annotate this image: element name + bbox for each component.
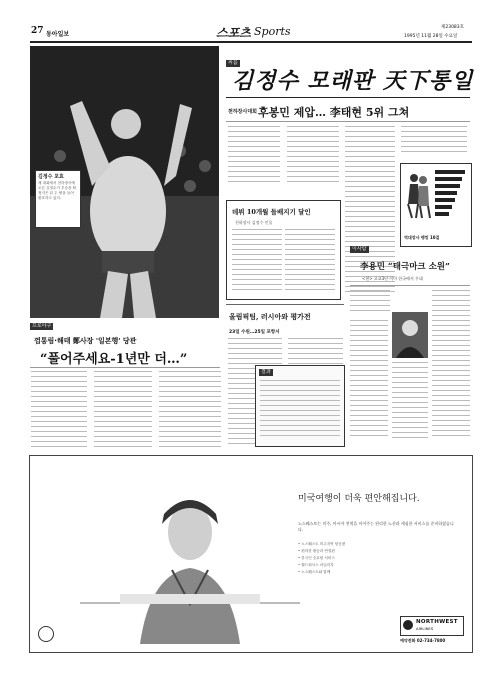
photo-caption-box	[35, 170, 81, 228]
box-story-body	[232, 229, 282, 295]
ad-bullet: • 노스웨스트 미주지역 항공편	[298, 542, 346, 546]
issue-number: 제23083호	[441, 25, 465, 30]
lead-body-col-2	[287, 126, 339, 186]
masthead-rule	[30, 41, 472, 43]
portrait-illustration	[392, 312, 428, 358]
page-number: 27	[31, 26, 44, 36]
baseball-body-col-3	[159, 371, 221, 451]
lead-body-col-4	[401, 126, 467, 156]
olympic-lead: 23일 수원…25일 포항서	[229, 330, 280, 335]
baseball-subtitle: 껌통림·해태 鄭사장 '일본행' 당관	[34, 337, 137, 345]
results-box	[255, 365, 345, 447]
lead-sub-rule	[226, 121, 470, 122]
ad-bullet: • 월드퍼크스 마일리지	[298, 563, 334, 567]
wrestlers-icon	[404, 170, 432, 220]
results-list	[260, 380, 340, 442]
photo-caption-title: 김정수 포효	[38, 174, 64, 180]
lead-section-tag: 씨름	[228, 60, 238, 66]
ad-phone: 예약전화 02-734-7800	[400, 638, 446, 643]
ad-headline: 미국여행이 더욱 편안해집니다.	[298, 494, 420, 504]
lead-body-col-3	[345, 126, 395, 298]
ad-logo	[400, 616, 464, 636]
baseball-body-col-1	[31, 371, 87, 451]
newspaper-name: 동아일보	[46, 31, 70, 38]
ad-bullet: • 노스웨스트와 함께	[298, 570, 331, 574]
section-title-english: Sports	[254, 25, 291, 38]
box-story-body-2	[285, 229, 335, 295]
interview-body-col-1	[350, 290, 390, 316]
box-story-headline: 데뷔 10개월 들배지기 달인	[232, 208, 311, 216]
ad-logo-mark	[403, 620, 413, 630]
baseball-headline: “풀어주세요-1년만 더…”	[40, 352, 188, 367]
olympic-headline: 올림픽팀, 러시아와 평가전	[229, 312, 311, 321]
stats-box	[400, 163, 472, 247]
flight-attendant-image	[80, 484, 300, 644]
section-title-korean: 스포츠	[216, 26, 251, 40]
interview-headline: 李용민 “태극마크 소원”	[360, 262, 450, 272]
ad-brand-sub: AIRLINES	[416, 626, 434, 631]
ad-brand: NORTHWEST	[416, 619, 458, 625]
interview-subheadline: <현> 고교3년 이미 한국에서 무대	[362, 276, 423, 281]
photo-caption-body: 제 대회에서 천하장사에 오른 김정수가 우승을 확정지은 뒤 두 팔을 들어 환호하고 있다.	[38, 181, 77, 200]
advertisement	[29, 455, 473, 653]
interview-portrait	[392, 312, 428, 358]
interview-body-col-2	[350, 320, 388, 440]
ad-seal-icon	[38, 626, 54, 642]
interview-body-col-3	[432, 290, 470, 440]
interview-body-col-4	[392, 362, 428, 442]
lead-subheadline: 후봉민 제압… 李태현 5위 그쳐	[258, 106, 410, 119]
baseball-tag: 프로야구	[32, 323, 52, 329]
olympic-rule	[226, 304, 344, 305]
ad-body: 노스웨스트는 미주, 아시아 전역을 이어주는 편리한 노선과 세심한 서비스를 준비하였습니다.	[298, 521, 454, 532]
baseball-rule	[30, 367, 220, 368]
lead-sub-prefix: 천하장사대회	[228, 109, 257, 115]
baseball-body-col-2	[94, 371, 152, 451]
issue-date: 1995년 11월 28일 수요일	[404, 34, 458, 39]
ad-bullets	[298, 541, 458, 576]
lead-body-col-1	[228, 126, 280, 186]
interview-rule	[350, 285, 470, 286]
stats-caption: 역대장사 랭킹 10걸	[404, 235, 440, 240]
stats-bars	[435, 170, 467, 219]
ad-bullet: • 편리한 환승과 연결편	[298, 549, 335, 553]
ad-bullet: • 한국인 승무원 서비스	[298, 556, 335, 560]
box-story-byline: 천하장사 김정수 인물	[235, 220, 273, 225]
results-tag: 결과	[261, 369, 271, 375]
lead-headline-rule	[226, 97, 470, 98]
interview-tag: 이사람	[352, 246, 367, 252]
box-story	[226, 200, 341, 300]
lead-headline: 김정수 모래판 天下통일	[232, 68, 474, 94]
